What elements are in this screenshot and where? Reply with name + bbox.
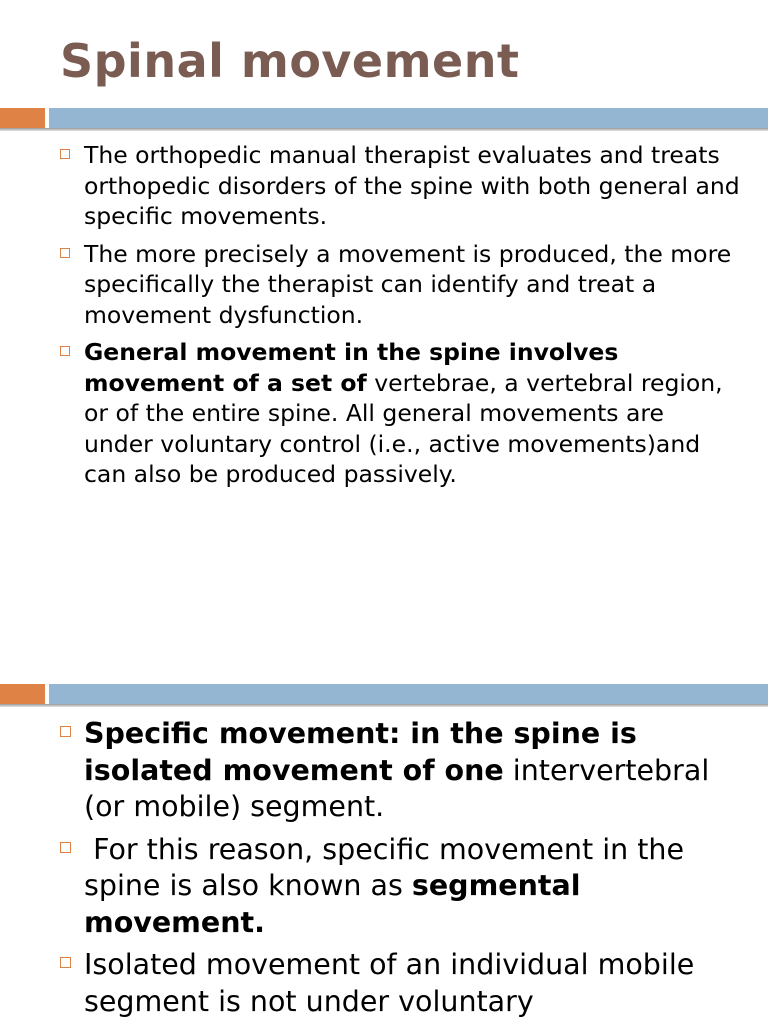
list-item bbox=[60, 947, 750, 1020]
list-item bbox=[60, 337, 740, 490]
bullet-text: For this reason, specific movement in the spine is also known as bbox=[84, 832, 694, 902]
divider-shadow bbox=[0, 704, 768, 707]
bottom-bullet-list bbox=[60, 716, 750, 1026]
list-item bbox=[60, 239, 740, 331]
divider-bar bbox=[49, 108, 768, 128]
square-bullet-icon bbox=[60, 149, 70, 159]
divider-accent bbox=[0, 684, 45, 704]
square-bullet-icon bbox=[60, 842, 71, 853]
square-bullet-icon bbox=[60, 248, 70, 258]
bullet-text: Isolated movement of an individual mobile segment is not under voluntary bbox=[84, 948, 695, 1018]
bullet-text: The more precisely a movement is produced, the more specifically the therapist can identify and treat a movement dysfunction. bbox=[84, 239, 732, 329]
list-item bbox=[60, 140, 740, 232]
square-bullet-icon bbox=[60, 726, 71, 737]
bullet-bold-text: segmental movement. bbox=[84, 869, 581, 939]
divider-shadow bbox=[0, 128, 768, 131]
divider-accent bbox=[0, 108, 45, 128]
top-bullet-list bbox=[60, 140, 740, 497]
slide-title: Spinal movement bbox=[60, 34, 520, 88]
divider-bar bbox=[49, 684, 768, 704]
bullet-text: intervertebral (or mobile) segment. bbox=[84, 753, 710, 823]
list-item bbox=[60, 832, 750, 942]
bottom-divider bbox=[0, 684, 768, 710]
square-bullet-icon bbox=[60, 346, 70, 356]
bullet-text: The orthopedic manual therapist evaluates and treats orthopedic disorders of the spine with both general and specific movements. bbox=[84, 141, 740, 230]
list-item bbox=[60, 716, 750, 826]
bullet-text: vertebrae, a vertebral region, or of the entire spine. All general movements are under voluntary control (i.e., active movements)and can also be produced passively. bbox=[84, 368, 723, 488]
bullet-bold-text: Specific movement: in the spine is isolated movement of one bbox=[84, 717, 637, 787]
top-divider bbox=[0, 108, 768, 134]
square-bullet-icon bbox=[60, 957, 71, 968]
bullet-bold-text: General movement in the spine involves movement of a set of bbox=[84, 338, 619, 397]
